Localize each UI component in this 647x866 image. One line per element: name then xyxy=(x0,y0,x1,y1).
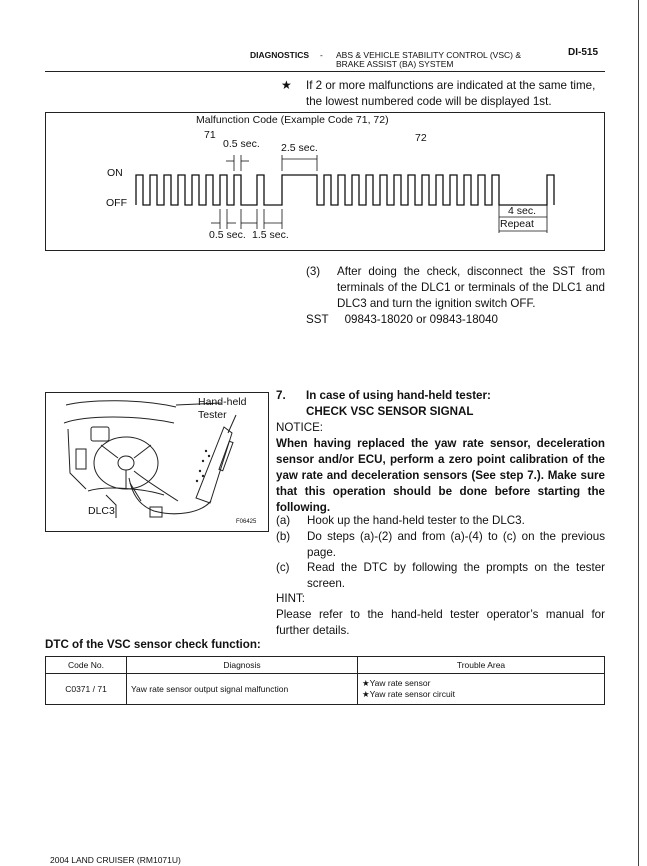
trouble-area-cell xyxy=(358,674,605,705)
item-key: (c) xyxy=(276,561,290,574)
header-dash: - xyxy=(320,50,323,60)
repeat-interval-label: 4 sec. xyxy=(508,205,537,217)
item-key: (a) xyxy=(276,514,291,527)
trouble-area-item: ★Yaw rate sensor xyxy=(362,678,431,688)
step-3-number: (3) xyxy=(306,265,321,278)
column-header: Code No. xyxy=(46,657,127,674)
column-header: Trouble Area xyxy=(358,657,605,674)
code-cell: C0371 / 71 xyxy=(46,674,127,705)
dlc3-label: DLC3 xyxy=(88,505,115,517)
note-paragraph xyxy=(306,78,606,110)
code-71-label: 71 xyxy=(204,129,216,141)
item-text: Do steps (a)-(2) and from (a)-(4) to (c) on the previous page. xyxy=(307,530,605,559)
step-7-heading xyxy=(306,388,491,420)
hint-label: HINT: xyxy=(276,592,305,605)
step-7-line2: CHECK VSC SENSOR SIGNAL xyxy=(306,405,474,418)
note-line1: If 2 or more malfunctions are indicated at the same time, xyxy=(306,79,596,92)
on-label: ON xyxy=(107,167,123,179)
figure-title: Malfunction Code (Example Code 71, 72) xyxy=(196,114,389,126)
sst-label: SST xyxy=(306,313,329,326)
trouble-area-item: ★Yaw rate sensor circuit xyxy=(362,689,455,699)
table-header-row xyxy=(46,657,605,674)
pulse-width-label: 0.5 sec. xyxy=(223,138,260,150)
long-pulse-label: 2.5 sec. xyxy=(281,142,318,154)
dashboard-illustration xyxy=(46,393,268,531)
note-line2: the lowest numbered code will be displayed 1st. xyxy=(306,95,552,108)
notice-label: NOTICE: xyxy=(276,421,324,434)
step-7-line1: In case of using hand-held tester: xyxy=(306,389,491,402)
repeat-label: Repeat xyxy=(500,218,534,230)
tester-label-line1: Hand-held xyxy=(198,396,247,408)
item-key: (b) xyxy=(276,530,291,543)
dtc-heading: DTC of the VSC sensor check function: xyxy=(45,638,261,651)
step-3-text: After doing the check, disconnect the SST from terminals of the DLC1 or terminals of the DLC1 and DLC3 and turn the ignition switch OFF. xyxy=(337,265,605,310)
sst-line xyxy=(306,312,498,328)
star-bullet: ★ xyxy=(281,78,292,92)
pulse-gap-label: 0.5 sec. xyxy=(209,229,246,241)
pulse-train xyxy=(136,175,554,205)
header-title-line1: ABS & VEHICLE STABILITY CONTROL (VSC) & xyxy=(336,50,521,60)
header-title xyxy=(336,51,546,69)
item-text: Hook up the hand-held tester to the DLC3. xyxy=(307,514,525,527)
off-label: OFF xyxy=(106,197,127,209)
column-header: Diagnosis xyxy=(127,657,358,674)
header-section: DIAGNOSTICS xyxy=(250,50,310,60)
sst-value: 09843-18020 or 09843-18040 xyxy=(344,313,498,326)
code-72-label: 72 xyxy=(415,132,427,144)
malfunction-code-figure xyxy=(45,112,605,251)
digit-gap-label: 1.5 sec. xyxy=(252,229,289,241)
step-7-number: 7. xyxy=(276,389,286,402)
dtc-table xyxy=(45,656,605,705)
hand-held-tester-figure xyxy=(45,392,269,532)
tester-label-line2: Tester xyxy=(198,409,227,421)
notice-text: When having replaced the yaw rate sensor, deceleration sensor and/or ECU, perform a zero point calibration of the yaw rate and deceleration sensors (See step 7.). Make sure that this operation should be done before starting the following. xyxy=(276,437,605,514)
hint-text: Please refer to the hand-held tester operator’s manual for further details. xyxy=(276,608,605,637)
footer-text: 2004 LAND CRUISER (RM1071U) xyxy=(50,855,181,865)
header-rule xyxy=(45,71,605,72)
page-number: DI-515 xyxy=(568,47,599,58)
item-text: Read the DTC by following the prompts on the tester screen. xyxy=(307,561,605,590)
page-edge-line xyxy=(638,0,639,866)
table-row xyxy=(46,674,605,705)
diagnosis-cell: Yaw rate sensor output signal malfunction xyxy=(127,674,358,705)
figure-code: F06425 xyxy=(236,519,257,525)
header-title-line2: BRAKE ASSIST (BA) SYSTEM xyxy=(336,59,454,69)
